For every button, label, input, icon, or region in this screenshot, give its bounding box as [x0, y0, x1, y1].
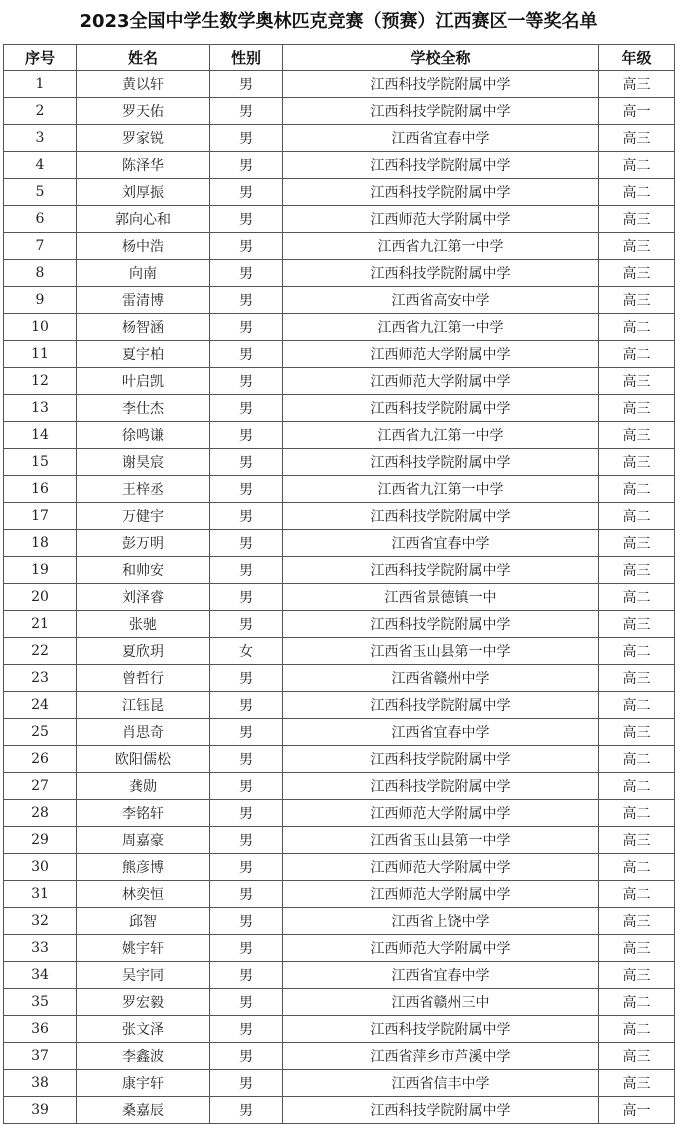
cell-index: 36: [4, 1016, 77, 1043]
cell-index: 15: [4, 449, 77, 476]
table-row: [4, 71, 675, 98]
cell-index: 18: [4, 530, 77, 557]
cell-name: 夏欣玥: [77, 638, 210, 665]
cell-school: 江西省宜春中学: [283, 962, 599, 989]
table-header-row: [4, 45, 675, 71]
cell-name: 肖思奇: [77, 719, 210, 746]
cell-name: 欧阳儒松: [77, 746, 210, 773]
table-row: [4, 692, 675, 719]
cell-gender: 男: [210, 341, 283, 368]
cell-name: 黄以轩: [77, 71, 210, 98]
cell-grade: 高二: [599, 773, 675, 800]
cell-gender: 男: [210, 908, 283, 935]
table-row: [4, 152, 675, 179]
table-row: [4, 854, 675, 881]
cell-name: 杨中浩: [77, 233, 210, 260]
header-gender: 性别: [210, 45, 283, 71]
cell-gender: 男: [210, 449, 283, 476]
cell-name: 林奕恒: [77, 881, 210, 908]
table-row: [4, 287, 675, 314]
table-row: [4, 98, 675, 125]
cell-school: 江西科技学院附属中学: [283, 611, 599, 638]
cell-name: 曾哲行: [77, 665, 210, 692]
table-row: [4, 368, 675, 395]
cell-index: 14: [4, 422, 77, 449]
cell-name: 李仕杰: [77, 395, 210, 422]
cell-school: 江西省上饶中学: [283, 908, 599, 935]
cell-name: 徐鸣谦: [77, 422, 210, 449]
cell-name: 郭向心和: [77, 206, 210, 233]
cell-gender: 男: [210, 665, 283, 692]
table-row: [4, 584, 675, 611]
table-row: [4, 1070, 675, 1097]
cell-grade: 高三: [599, 1043, 675, 1070]
table-row: [4, 476, 675, 503]
cell-grade: 高三: [599, 935, 675, 962]
cell-index: 33: [4, 935, 77, 962]
cell-grade: 高二: [599, 179, 675, 206]
cell-grade: 高三: [599, 665, 675, 692]
cell-name: 熊彦博: [77, 854, 210, 881]
cell-index: 13: [4, 395, 77, 422]
cell-name: 江钰昆: [77, 692, 210, 719]
table-row: [4, 908, 675, 935]
cell-name: 吴宇同: [77, 962, 210, 989]
cell-school: 江西省赣州三中: [283, 989, 599, 1016]
cell-gender: 男: [210, 530, 283, 557]
cell-name: 杨智涵: [77, 314, 210, 341]
cell-school: 江西科技学院附属中学: [283, 395, 599, 422]
cell-school: 江西科技学院附属中学: [283, 1097, 599, 1124]
cell-name: 向南: [77, 260, 210, 287]
cell-school: 江西省宜春中学: [283, 125, 599, 152]
cell-index: 11: [4, 341, 77, 368]
cell-index: 3: [4, 125, 77, 152]
cell-index: 4: [4, 152, 77, 179]
cell-name: 邱智: [77, 908, 210, 935]
cell-name: 陈泽华: [77, 152, 210, 179]
cell-grade: 高三: [599, 260, 675, 287]
cell-grade: 高二: [599, 800, 675, 827]
table-row: [4, 314, 675, 341]
cell-grade: 高二: [599, 314, 675, 341]
table-row: [4, 638, 675, 665]
cell-gender: 男: [210, 692, 283, 719]
cell-school: 江西科技学院附属中学: [283, 260, 599, 287]
table-row: [4, 1043, 675, 1070]
cell-index: 17: [4, 503, 77, 530]
cell-gender: 男: [210, 1097, 283, 1124]
table-row: [4, 206, 675, 233]
cell-name: 谢昊宸: [77, 449, 210, 476]
table-row: [4, 557, 675, 584]
table-row: [4, 962, 675, 989]
cell-school: 江西省九江第一中学: [283, 422, 599, 449]
award-table: [3, 44, 675, 1124]
table-row: [4, 395, 675, 422]
cell-index: 22: [4, 638, 77, 665]
cell-name: 桑嘉辰: [77, 1097, 210, 1124]
document-title: 2023全国中学生数学奥林匹克竞赛（预赛）江西赛区一等奖名单: [79, 11, 598, 32]
cell-school: 江西科技学院附属中学: [283, 179, 599, 206]
cell-name: 罗宏毅: [77, 989, 210, 1016]
cell-index: 12: [4, 368, 77, 395]
cell-index: 10: [4, 314, 77, 341]
table-row: [4, 665, 675, 692]
cell-index: 5: [4, 179, 77, 206]
cell-index: 8: [4, 260, 77, 287]
cell-gender: 男: [210, 287, 283, 314]
cell-grade: 高三: [599, 827, 675, 854]
cell-grade: 高二: [599, 476, 675, 503]
cell-school: 江西省九江第一中学: [283, 314, 599, 341]
cell-name: 刘厚振: [77, 179, 210, 206]
cell-gender: 男: [210, 476, 283, 503]
table-row: [4, 935, 675, 962]
cell-name: 叶启凯: [77, 368, 210, 395]
cell-grade: 高三: [599, 557, 675, 584]
cell-gender: 男: [210, 719, 283, 746]
cell-grade: 高三: [599, 287, 675, 314]
cell-index: 38: [4, 1070, 77, 1097]
cell-name: 龚勋: [77, 773, 210, 800]
cell-grade: 高二: [599, 638, 675, 665]
cell-gender: 男: [210, 206, 283, 233]
cell-school: 江西科技学院附属中学: [283, 746, 599, 773]
cell-grade: 高一: [599, 98, 675, 125]
cell-school: 江西省赣州中学: [283, 665, 599, 692]
cell-name: 李鑫波: [77, 1043, 210, 1070]
cell-gender: 男: [210, 935, 283, 962]
cell-gender: 男: [210, 1016, 283, 1043]
cell-index: 1: [4, 71, 77, 98]
table-row: [4, 1097, 675, 1124]
cell-gender: 男: [210, 1043, 283, 1070]
cell-name: 姚宇轩: [77, 935, 210, 962]
table-row: [4, 179, 675, 206]
cell-index: 34: [4, 962, 77, 989]
table-row: [4, 1016, 675, 1043]
cell-index: 20: [4, 584, 77, 611]
cell-school: 江西师范大学附属中学: [283, 206, 599, 233]
cell-gender: 男: [210, 989, 283, 1016]
cell-grade: 高一: [599, 1097, 675, 1124]
table-row: [4, 881, 675, 908]
cell-name: 彭万明: [77, 530, 210, 557]
cell-school: 江西科技学院附属中学: [283, 449, 599, 476]
cell-school: 江西师范大学附属中学: [283, 935, 599, 962]
header-index: 序号: [4, 45, 77, 71]
cell-grade: 高三: [599, 530, 675, 557]
cell-gender: 男: [210, 1070, 283, 1097]
cell-grade: 高二: [599, 152, 675, 179]
cell-name: 康宇轩: [77, 1070, 210, 1097]
cell-gender: 男: [210, 800, 283, 827]
table-row: [4, 773, 675, 800]
cell-index: 9: [4, 287, 77, 314]
table-row: [4, 125, 675, 152]
cell-index: 35: [4, 989, 77, 1016]
cell-school: 江西省宜春中学: [283, 719, 599, 746]
cell-grade: 高二: [599, 692, 675, 719]
cell-gender: 男: [210, 773, 283, 800]
header-name: 姓名: [77, 45, 210, 71]
cell-index: 7: [4, 233, 77, 260]
table-row: [4, 422, 675, 449]
cell-index: 23: [4, 665, 77, 692]
cell-name: 周嘉豪: [77, 827, 210, 854]
cell-gender: 男: [210, 746, 283, 773]
table-row: [4, 719, 675, 746]
cell-grade: 高三: [599, 71, 675, 98]
cell-school: 江西省玉山县第一中学: [283, 638, 599, 665]
cell-index: 19: [4, 557, 77, 584]
cell-gender: 男: [210, 71, 283, 98]
cell-index: 6: [4, 206, 77, 233]
cell-grade: 高二: [599, 584, 675, 611]
cell-gender: 男: [210, 557, 283, 584]
cell-gender: 男: [210, 422, 283, 449]
cell-name: 万健宇: [77, 503, 210, 530]
table-row: [4, 530, 675, 557]
cell-school: 江西科技学院附属中学: [283, 1016, 599, 1043]
cell-gender: 男: [210, 179, 283, 206]
cell-school: 江西省信丰中学: [283, 1070, 599, 1097]
cell-gender: 男: [210, 827, 283, 854]
cell-name: 和帅安: [77, 557, 210, 584]
cell-index: 30: [4, 854, 77, 881]
cell-school: 江西省高安中学: [283, 287, 599, 314]
cell-school: 江西科技学院附属中学: [283, 773, 599, 800]
cell-school: 江西科技学院附属中学: [283, 152, 599, 179]
cell-index: 31: [4, 881, 77, 908]
cell-school: 江西师范大学附属中学: [283, 881, 599, 908]
cell-grade: 高二: [599, 1016, 675, 1043]
cell-school: 江西师范大学附属中学: [283, 341, 599, 368]
cell-school: 江西科技学院附属中学: [283, 98, 599, 125]
header-grade: 年级: [599, 45, 675, 71]
cell-gender: 男: [210, 962, 283, 989]
cell-index: 25: [4, 719, 77, 746]
table-body: [4, 71, 675, 1124]
cell-school: 江西科技学院附属中学: [283, 557, 599, 584]
cell-grade: 高二: [599, 989, 675, 1016]
cell-school: 江西省萍乡市芦溪中学: [283, 1043, 599, 1070]
cell-grade: 高三: [599, 368, 675, 395]
cell-school: 江西师范大学附属中学: [283, 368, 599, 395]
cell-name: 李铭轩: [77, 800, 210, 827]
cell-school: 江西科技学院附属中学: [283, 71, 599, 98]
table-row: [4, 800, 675, 827]
cell-school: 江西省九江第一中学: [283, 233, 599, 260]
cell-gender: 男: [210, 584, 283, 611]
cell-grade: 高二: [599, 746, 675, 773]
cell-name: 罗家锐: [77, 125, 210, 152]
cell-grade: 高三: [599, 719, 675, 746]
cell-gender: 男: [210, 233, 283, 260]
cell-school: 江西省景德镇一中: [283, 584, 599, 611]
cell-grade: 高二: [599, 503, 675, 530]
table-row: [4, 449, 675, 476]
cell-grade: 高三: [599, 422, 675, 449]
cell-name: 罗天佑: [77, 98, 210, 125]
cell-gender: 男: [210, 503, 283, 530]
cell-name: 张文泽: [77, 1016, 210, 1043]
table-row: [4, 233, 675, 260]
table-row: [4, 341, 675, 368]
cell-name: 张驰: [77, 611, 210, 638]
cell-grade: 高三: [599, 233, 675, 260]
cell-gender: 男: [210, 368, 283, 395]
cell-school: 江西省九江第一中学: [283, 476, 599, 503]
cell-grade: 高三: [599, 908, 675, 935]
cell-index: 28: [4, 800, 77, 827]
cell-school: 江西师范大学附属中学: [283, 854, 599, 881]
cell-index: 39: [4, 1097, 77, 1124]
cell-school: 江西省玉山县第一中学: [283, 827, 599, 854]
cell-grade: 高三: [599, 125, 675, 152]
cell-name: 夏宇柏: [77, 341, 210, 368]
cell-gender: 男: [210, 314, 283, 341]
cell-name: 王梓丞: [77, 476, 210, 503]
cell-grade: 高三: [599, 611, 675, 638]
cell-index: 16: [4, 476, 77, 503]
table-row: [4, 503, 675, 530]
table-row: [4, 746, 675, 773]
cell-school: 江西师范大学附属中学: [283, 800, 599, 827]
cell-gender: 男: [210, 152, 283, 179]
header-school: 学校全称: [283, 45, 599, 71]
cell-index: 37: [4, 1043, 77, 1070]
cell-grade: 高三: [599, 395, 675, 422]
cell-grade: 高三: [599, 1070, 675, 1097]
cell-name: 刘泽睿: [77, 584, 210, 611]
cell-grade: 高三: [599, 206, 675, 233]
cell-gender: 女: [210, 638, 283, 665]
cell-school: 江西科技学院附属中学: [283, 503, 599, 530]
cell-index: 24: [4, 692, 77, 719]
cell-gender: 男: [210, 395, 283, 422]
cell-gender: 男: [210, 260, 283, 287]
cell-school: 江西科技学院附属中学: [283, 692, 599, 719]
cell-grade: 高二: [599, 881, 675, 908]
cell-index: 21: [4, 611, 77, 638]
cell-name: 雷清博: [77, 287, 210, 314]
cell-index: 2: [4, 98, 77, 125]
cell-grade: 高三: [599, 449, 675, 476]
cell-gender: 男: [210, 881, 283, 908]
cell-index: 29: [4, 827, 77, 854]
cell-index: 32: [4, 908, 77, 935]
cell-gender: 男: [210, 611, 283, 638]
cell-gender: 男: [210, 98, 283, 125]
cell-index: 26: [4, 746, 77, 773]
table-row: [4, 827, 675, 854]
cell-gender: 男: [210, 125, 283, 152]
table-row: [4, 989, 675, 1016]
cell-index: 27: [4, 773, 77, 800]
cell-grade: 高二: [599, 854, 675, 881]
table-row: [4, 611, 675, 638]
table-row: [4, 260, 675, 287]
cell-grade: 高二: [599, 341, 675, 368]
cell-school: 江西省宜春中学: [283, 530, 599, 557]
cell-gender: 男: [210, 854, 283, 881]
cell-grade: 高三: [599, 962, 675, 989]
